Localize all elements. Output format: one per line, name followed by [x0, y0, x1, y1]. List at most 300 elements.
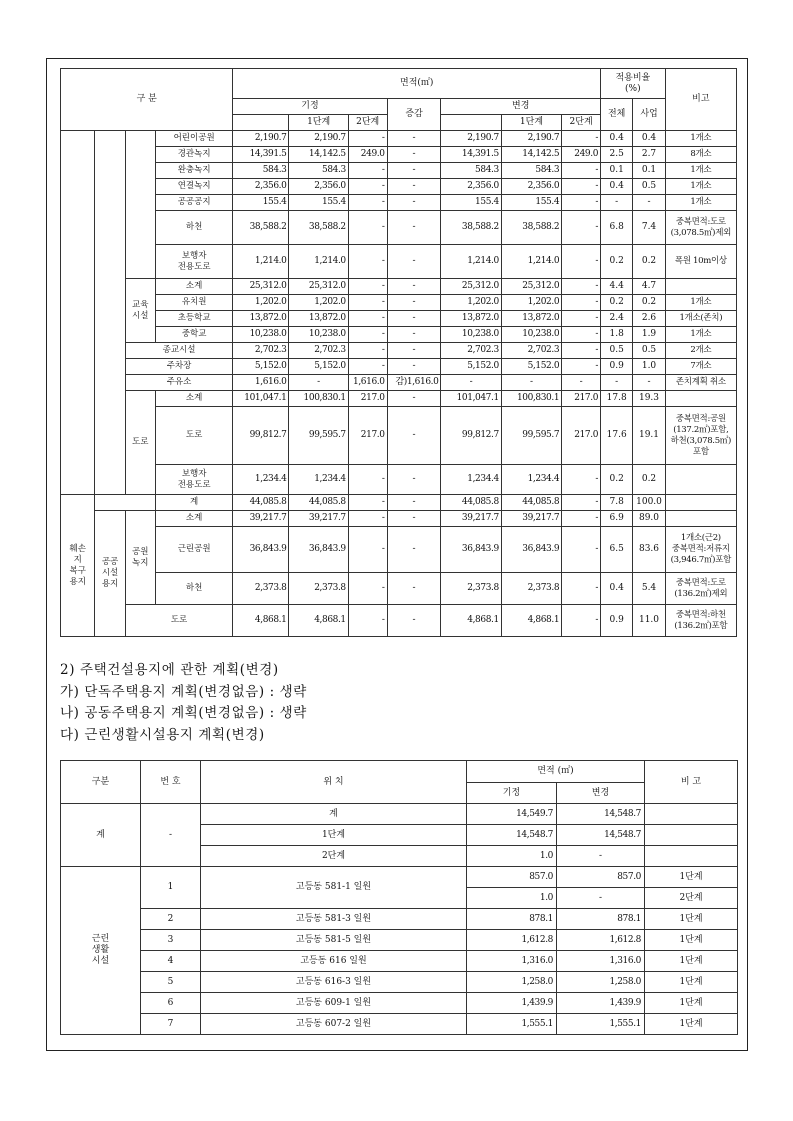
cell: 1단계 [645, 867, 738, 888]
cell: 고등동 609-1 일원 [201, 993, 467, 1014]
cell: 25,312.0 [441, 279, 501, 295]
row-label: 도로 [155, 407, 233, 465]
cell: 1,616.0 [233, 375, 289, 391]
cell: 100.0 [633, 495, 665, 511]
table-row [61, 951, 738, 972]
group-label-road: 도로 [125, 391, 155, 495]
cell: 고등동 616-3 일원 [201, 972, 467, 993]
cell: - [562, 211, 601, 245]
cell: 0.2 [601, 245, 633, 279]
cell: 155.4 [289, 195, 348, 211]
cell: 0.1 [601, 163, 633, 179]
cell [645, 825, 738, 846]
row-label: 주유소 [125, 375, 233, 391]
note-cell: 1개소 [665, 179, 736, 195]
header-after: 변경 [441, 99, 601, 115]
cell: - [387, 311, 441, 327]
cell: 36,843.9 [441, 527, 501, 573]
cell: 100,830.1 [501, 391, 561, 407]
cell: 10,238.0 [289, 327, 348, 343]
cell: - [387, 163, 441, 179]
cell: - [633, 195, 665, 211]
cell: 39,217.7 [289, 511, 348, 527]
cell: 38,588.2 [233, 211, 289, 245]
table-row [61, 211, 737, 245]
note-cell: 중복면적:도로 (136.2㎡)제외 [665, 573, 736, 605]
note-cell: 1개소 [665, 131, 736, 147]
cell: 0.4 [601, 131, 633, 147]
cell: 25,312.0 [233, 279, 289, 295]
cell: 1단계 [645, 993, 738, 1014]
cell: 0.9 [601, 359, 633, 375]
cell: - [348, 179, 387, 195]
cell: 36,843.9 [233, 527, 289, 573]
cell: 0.4 [633, 131, 665, 147]
note-cell: 폭원 10m이상 [665, 245, 736, 279]
cell: 1,202.0 [501, 295, 561, 311]
cell: 38,588.2 [501, 211, 561, 245]
note-cell: 1개소 [665, 195, 736, 211]
cell: - [562, 495, 601, 511]
cell: - [441, 375, 501, 391]
cell: 1,234.4 [289, 465, 348, 495]
neighborhood-facility-table [60, 760, 738, 1035]
cell: 0.4 [601, 573, 633, 605]
cell: - [601, 195, 633, 211]
note-cell: 2개소 [665, 343, 736, 359]
cell: 0.5 [633, 179, 665, 195]
table-row [61, 909, 738, 930]
cell: 2,190.7 [233, 131, 289, 147]
cell: 14,391.5 [441, 147, 501, 163]
cell: - [348, 465, 387, 495]
cell: - [387, 179, 441, 195]
cell: 1.0 [467, 846, 557, 867]
cell: 4,868.1 [441, 605, 501, 637]
table-row [61, 993, 738, 1014]
group-label-education: 교육 시설 [125, 279, 155, 343]
table-row [61, 972, 738, 993]
cell: 2,356.0 [233, 179, 289, 195]
cell: 39,217.7 [501, 511, 561, 527]
cell: 고등동 581-3 일원 [201, 909, 467, 930]
section-headings [60, 660, 740, 746]
cell: 4,868.1 [501, 605, 561, 637]
cell: 1,214.0 [501, 245, 561, 279]
cell: 4,868.1 [289, 605, 348, 637]
row-label: 소계 [155, 391, 233, 407]
table-row [61, 163, 737, 179]
cell: 19.1 [633, 407, 665, 465]
cell: 13,872.0 [289, 311, 348, 327]
cell: 39,217.7 [441, 511, 501, 527]
header-change: 증감 [387, 99, 441, 131]
cell: 44,085.8 [501, 495, 561, 511]
note-cell [665, 391, 736, 407]
cell: - [562, 343, 601, 359]
cell: - [387, 391, 441, 407]
cell: 14,548.7 [557, 825, 645, 846]
cell: 1,616.0 [348, 375, 387, 391]
table-row [61, 295, 737, 311]
cell: 2단계 [645, 888, 738, 909]
cell: 14,548.7 [467, 825, 557, 846]
row-label: 계 [155, 495, 233, 511]
cell: - [562, 511, 601, 527]
cell: 5,152.0 [233, 359, 289, 375]
cell: 99,812.7 [233, 407, 289, 465]
table-row [61, 465, 737, 495]
cell: 1,234.4 [501, 465, 561, 495]
cell: 1단계 [645, 1014, 738, 1035]
cell: 2,702.3 [501, 343, 561, 359]
cell: 13,872.0 [441, 311, 501, 327]
note-cell: 중복면적:하천 (136.2㎡)포함 [665, 605, 736, 637]
cell: 2단계 [201, 846, 467, 867]
cell: 100,830.1 [289, 391, 348, 407]
cell: 1,234.4 [441, 465, 501, 495]
cell: 44,085.8 [289, 495, 348, 511]
row-label: 보행자 전용도로 [155, 465, 233, 495]
subheading-detached-housing: 가) 단독주택용지 계획(변경없음) : 생략 [60, 683, 307, 700]
note-cell: 중복면적:공원 (137.2㎡)포함, 하천(3,078.5㎡) 포함 [665, 407, 736, 465]
cell: - [562, 327, 601, 343]
cell: - [501, 375, 561, 391]
cell: - [348, 211, 387, 245]
cell: 0.2 [601, 295, 633, 311]
cell: 6.9 [601, 511, 633, 527]
note-cell: 중복면적:도로 (3,078.5㎡)제외 [665, 211, 736, 245]
cell: 2,356.0 [441, 179, 501, 195]
cell: 1단계 [201, 825, 467, 846]
row-label: 근린공원 [155, 527, 233, 573]
note-cell: 1개소(근2) 중복면적:저류지 (3,946.7㎡)포함 [665, 527, 736, 573]
cell: 10,238.0 [441, 327, 501, 343]
cell: - [562, 131, 601, 147]
note-cell: 1개소(존치) [665, 311, 736, 327]
cell: 2,702.3 [233, 343, 289, 359]
cell: 1,555.1 [557, 1014, 645, 1035]
cell: - [387, 279, 441, 295]
cell: 2.7 [633, 147, 665, 163]
row-label: 주차장 [125, 359, 233, 375]
header-stage2: 2단계 [348, 115, 387, 131]
cell: - [387, 327, 441, 343]
cell: 1,555.1 [467, 1014, 557, 1035]
cell: 17.6 [601, 407, 633, 465]
cell: 857.0 [467, 867, 557, 888]
cell: 13,872.0 [501, 311, 561, 327]
cell: 2.6 [633, 311, 665, 327]
cell: 고등동 581-5 일원 [201, 930, 467, 951]
cell: 584.3 [441, 163, 501, 179]
cell: 1단계 [645, 951, 738, 972]
cell: 83.6 [633, 527, 665, 573]
cell: - [387, 465, 441, 495]
cell: 고등동 616 일원 [201, 951, 467, 972]
cell: 1,316.0 [557, 951, 645, 972]
table-row [61, 930, 738, 951]
header-area: 면적 (㎡) [467, 761, 645, 783]
note-cell: 8개소 [665, 147, 736, 163]
table-row [61, 495, 737, 511]
cell: - [562, 311, 601, 327]
cell: - [387, 407, 441, 465]
cell: 0.5 [601, 343, 633, 359]
cell: - [348, 311, 387, 327]
cell [645, 804, 738, 825]
cell: 14,391.5 [233, 147, 289, 163]
cell: 10,238.0 [233, 327, 289, 343]
cell: - [348, 295, 387, 311]
cell: 1,612.8 [467, 930, 557, 951]
row-label: 도로 [125, 605, 233, 637]
cell: 1.0 [467, 888, 557, 909]
cell: 584.3 [289, 163, 348, 179]
row-label: 소계 [155, 279, 233, 295]
cell: 11.0 [633, 605, 665, 637]
cell: 0.1 [633, 163, 665, 179]
cell: 0.5 [633, 343, 665, 359]
cell: 99,595.7 [289, 407, 348, 465]
cell: 1,234.4 [233, 465, 289, 495]
cell: 5.4 [633, 573, 665, 605]
header-location: 위 치 [201, 761, 467, 804]
cell: - [562, 179, 601, 195]
cell: 39,217.7 [233, 511, 289, 527]
note-cell [665, 511, 736, 527]
cell: - [633, 375, 665, 391]
cell: - [348, 359, 387, 375]
cell: - [557, 888, 645, 909]
subheading-neighborhood-facility: 다) 근린생활시설용지 계획(변경) [60, 726, 265, 743]
cell: 1 [141, 867, 201, 909]
table-row [61, 511, 737, 527]
cell: 10,238.0 [501, 327, 561, 343]
cell [645, 846, 738, 867]
cell: 2,190.7 [501, 131, 561, 147]
cell: 1,214.0 [233, 245, 289, 279]
cell: 2,373.8 [233, 573, 289, 605]
cell: - [387, 211, 441, 245]
group-cell-blank [95, 495, 155, 511]
cell: 4 [141, 951, 201, 972]
cell: - [562, 195, 601, 211]
header-ratio: 적용비율 (%) [601, 69, 666, 99]
cell: 1,258.0 [467, 972, 557, 993]
cell: - [348, 605, 387, 637]
cell: - [387, 343, 441, 359]
table-row [61, 407, 737, 465]
group-label-public-facility: 공공 시설 용지 [95, 511, 125, 637]
cell: 155.4 [501, 195, 561, 211]
header-note: 비 고 [645, 761, 738, 804]
row-label: 종교시설 [125, 343, 233, 359]
note-cell [665, 279, 736, 295]
header-before: 기정 [467, 783, 557, 804]
cell: 14,142.5 [289, 147, 348, 163]
table-row [61, 195, 737, 211]
cell: 2.4 [601, 311, 633, 327]
table-row [61, 1014, 738, 1035]
cell: 2,356.0 [289, 179, 348, 195]
cell: 2,702.3 [289, 343, 348, 359]
group-cell-blank [95, 131, 125, 495]
header-after: 변경 [557, 783, 645, 804]
cell: 1,214.0 [441, 245, 501, 279]
cell: 1.0 [633, 359, 665, 375]
cell: 6.5 [601, 527, 633, 573]
table-row [61, 343, 737, 359]
cell: 1.8 [601, 327, 633, 343]
header-blank [441, 115, 501, 131]
cell: 38,588.2 [441, 211, 501, 245]
cell: - [348, 163, 387, 179]
cell: 249.0 [348, 147, 387, 163]
cell: 2,373.8 [289, 573, 348, 605]
cell: - [348, 245, 387, 279]
cell: 217.0 [562, 391, 601, 407]
subheading-apartment-housing: 나) 공동주택용지 계획(변경없음) : 생략 [60, 705, 307, 721]
cell: 4,868.1 [233, 605, 289, 637]
cell: - [387, 131, 441, 147]
cell: - [557, 846, 645, 867]
group-label-park-green: 공원 녹지 [125, 511, 155, 605]
cell: 5,152.0 [441, 359, 501, 375]
cell: 38,588.2 [289, 211, 348, 245]
cell: 14,548.7 [557, 804, 645, 825]
cell: 7.4 [633, 211, 665, 245]
cell: 1,202.0 [289, 295, 348, 311]
table-row [61, 375, 737, 391]
cell: 36,843.9 [289, 527, 348, 573]
cell: - [387, 511, 441, 527]
cell: 1단계 [645, 972, 738, 993]
row-label: 유치원 [155, 295, 233, 311]
cell: - [601, 375, 633, 391]
cell: 4.7 [633, 279, 665, 295]
cell: - [387, 295, 441, 311]
cell: - [387, 147, 441, 163]
cell: 7 [141, 1014, 201, 1035]
cell: 13,872.0 [233, 311, 289, 327]
cell: 6.8 [601, 211, 633, 245]
note-cell: 7개소 [665, 359, 736, 375]
table-row [61, 131, 737, 147]
cell: 1단계 [645, 930, 738, 951]
header-gubun: 구분 [61, 761, 141, 804]
cell: 14,142.5 [501, 147, 561, 163]
group-label-restoration-land: 훼손 지 복구 용지 [61, 495, 95, 637]
cell: 0.4 [601, 179, 633, 195]
cell: 14,549.7 [467, 804, 557, 825]
cell: - [562, 527, 601, 573]
table-row [61, 573, 737, 605]
cell: - [562, 295, 601, 311]
cell: 5,152.0 [501, 359, 561, 375]
cell: 217.0 [562, 407, 601, 465]
cell: 2,190.7 [289, 131, 348, 147]
cell: 857.0 [557, 867, 645, 888]
row-label: 소계 [155, 511, 233, 527]
cell: 1,202.0 [233, 295, 289, 311]
cell: 1,439.9 [557, 993, 645, 1014]
table-row [61, 605, 737, 637]
note-cell: 1개소 [665, 327, 736, 343]
row-label: 공공공지 [155, 195, 233, 211]
cell: 36,843.9 [501, 527, 561, 573]
cell: 249.0 [562, 147, 601, 163]
cell: - [562, 163, 601, 179]
header-area: 면적(㎡) [233, 69, 601, 99]
row-label: 하천 [155, 573, 233, 605]
cell: 99,595.7 [501, 407, 561, 465]
cell: 5 [141, 972, 201, 993]
table-row [61, 327, 737, 343]
header-total: 전체 [601, 99, 633, 131]
total-number: - [141, 804, 201, 867]
cell: 101,047.1 [233, 391, 289, 407]
cell: 2 [141, 909, 201, 930]
header-before: 기정 [233, 99, 387, 115]
table-row [61, 279, 737, 295]
cell: 0.2 [633, 295, 665, 311]
section-heading-housing: 2) 주택건설용지에 관한 계획(변경) [60, 662, 279, 678]
cell: 3 [141, 930, 201, 951]
cell: 5,152.0 [289, 359, 348, 375]
cell: 44,085.8 [233, 495, 289, 511]
cell: 217.0 [348, 391, 387, 407]
cell: 1,202.0 [441, 295, 501, 311]
header-number: 번 호 [141, 761, 201, 804]
header-stage1: 1단계 [501, 115, 561, 131]
header-project: 사업 [633, 99, 665, 131]
cell: 4.4 [601, 279, 633, 295]
cell: - [387, 495, 441, 511]
group-cell-blank [125, 131, 155, 279]
cell: 2,356.0 [501, 179, 561, 195]
table-row [61, 245, 737, 279]
group-cell-blank [61, 131, 95, 495]
cell: 1.9 [633, 327, 665, 343]
table-row [61, 867, 738, 888]
cell: - [387, 573, 441, 605]
row-label: 어린이공원 [155, 131, 233, 147]
table-row [61, 179, 737, 195]
cell: - [348, 279, 387, 295]
land-use-area-table [60, 68, 737, 637]
header-note: 비고 [665, 69, 736, 131]
header-gubun: 구 분 [61, 69, 233, 131]
cell: - [348, 527, 387, 573]
cell: 217.0 [348, 407, 387, 465]
cell: 1,316.0 [467, 951, 557, 972]
cell: 44,085.8 [441, 495, 501, 511]
table-row [61, 391, 737, 407]
cell: 155.4 [441, 195, 501, 211]
cell: 6 [141, 993, 201, 1014]
cell: 고등동 607-2 일원 [201, 1014, 467, 1035]
cell: - [562, 375, 601, 391]
cell: 1,612.8 [557, 930, 645, 951]
row-label: 보행자 전용도로 [155, 245, 233, 279]
cell: 2,190.7 [441, 131, 501, 147]
row-label: 초등학교 [155, 311, 233, 327]
cell: 7.8 [601, 495, 633, 511]
row-label: 하천 [155, 211, 233, 245]
cell: - [562, 605, 601, 637]
table-row [61, 311, 737, 327]
